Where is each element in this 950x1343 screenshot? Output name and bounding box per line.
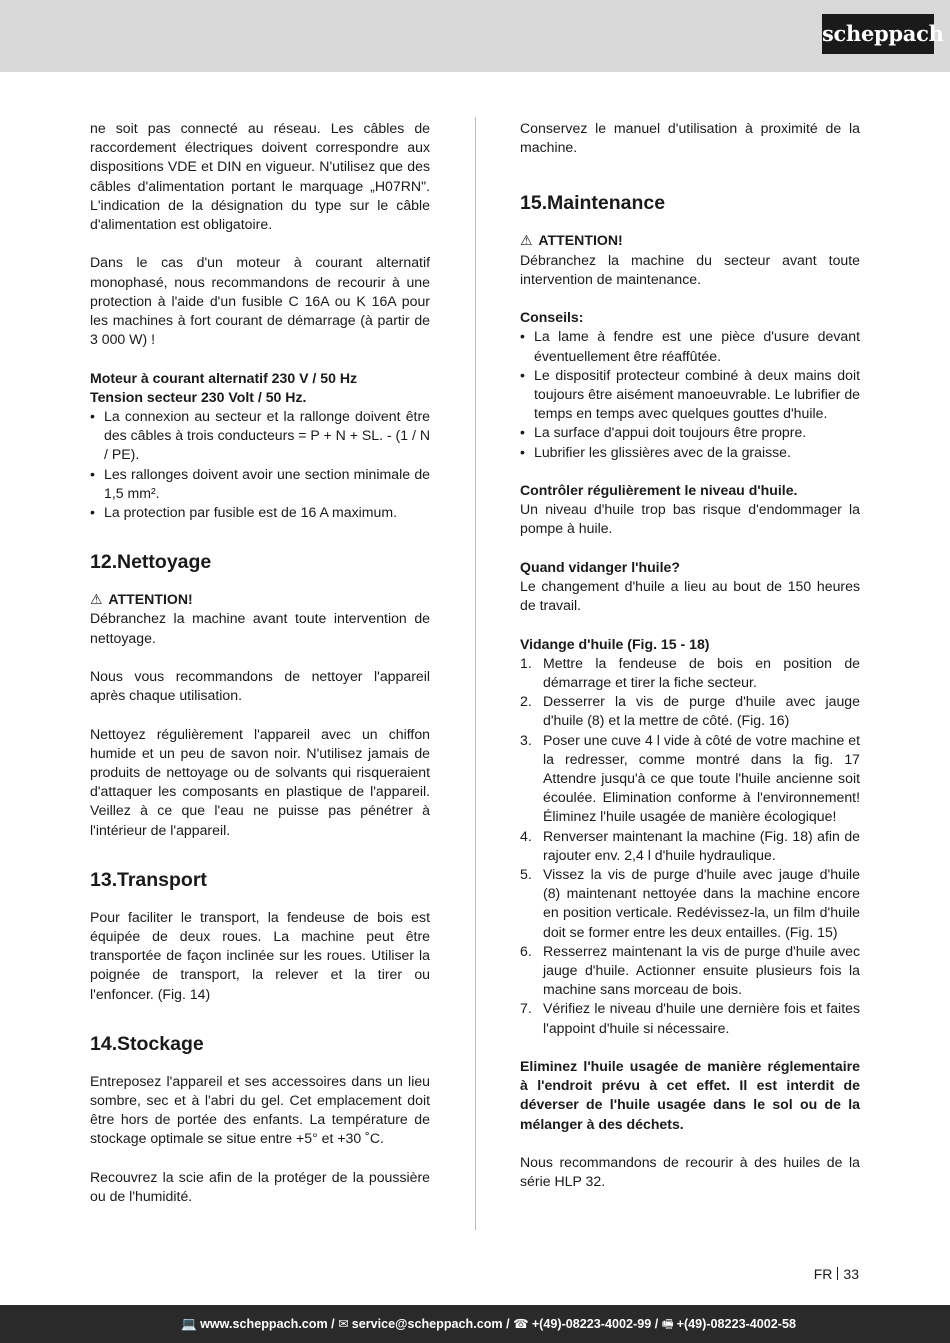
tips-list: [520, 327, 860, 461]
oil-recommendation: Nous recommandons de recourir à des huiles de la série HLP 32.: [520, 1154, 860, 1190]
section-heading-15: [520, 191, 860, 215]
tips-title: Conseils:: [520, 309, 584, 326]
right-column: [520, 119, 860, 1191]
fax-icon: 🖷: [661, 1317, 674, 1331]
phone-icon: ☎: [513, 1317, 529, 1331]
page-separator: [837, 1267, 838, 1280]
email-link[interactable]: service@scheppach.com: [351, 1317, 503, 1331]
page-number: [814, 1265, 859, 1283]
paragraph-manual: Conservez le manuel d'utilisation à proximité de la machine.: [520, 120, 860, 156]
column-divider: [475, 117, 476, 1230]
computer-icon: 💻: [181, 1317, 198, 1331]
list-item: 6. Resserrez maintenant la vis de purge d'huile avec jauge d'huile. Actionner ensuite plusieurs fois la machine sans morceau de bois.: [520, 942, 860, 998]
scheppach-logo: scheppach: [822, 14, 934, 54]
fax-number: +(49)-08223-4002-58: [676, 1317, 796, 1331]
oil-check-text: Un niveau d'huile trop bas risque d'endommager la pompe à huile.: [520, 501, 860, 537]
paragraph-cables: ne soit pas connecté au réseau. Les câbles de raccordement électriques doivent correspondre aux dispositions VDE et DIN en vigueur. N'utilisez que des câbles d'alimentation portant le marquage „H07RN". L'indication de la désignation du type sur le câble d'alimentation est obligatoire.: [90, 120, 430, 233]
list-item: • La lame à fendre est une pièce d'usure devant éventuellement être réaffûtée.: [520, 327, 860, 365]
section-title: Transport: [117, 868, 207, 891]
phone-number: +(49)-08223-4002-99: [531, 1317, 652, 1331]
motor-list: [90, 407, 430, 522]
disposal-notice: Eliminez l'huile usagée de manière réglementaire à l'endroit prévu à cet effet. Il est interdit de déverser de l'huile usagée dans le sol ou de la mélanger à des déchets.: [520, 1058, 860, 1132]
oil-drain-title: Vidange d'huile (Fig. 15 - 18): [520, 635, 710, 652]
list-item: • Les rallonges doivent avoir une section minimale de 1,5 mm².: [90, 465, 430, 503]
paragraph-transport: Pour faciliter le transport, la fendeuse de bois est équipée de deux roues. La machine peut être transportée de façon inclinée sur les roues. Utiliser la poignée de transport, la relever et la tirer ou l'enfoncer. (Fig. 14): [90, 908, 430, 1002]
list-item: 5. Vissez la vis de purge d'huile avec jauge d'huile (8) maintenant nettoyée dans la machine encore en position verticale. Redévissez-la, un film d'huile doit se former entre les deux entailles. (Fig. 15): [520, 866, 860, 940]
header-band: [0, 0, 950, 72]
warning-heading: ⚠ ATTENTION!: [520, 231, 860, 250]
list-item: • La connexion au secteur et la rallonge doivent être des câbles à trois conducteurs = P + N + SL. - (1 / N / PE).: [90, 407, 430, 465]
section-number: 13.: [90, 868, 118, 891]
left-column: [90, 119, 430, 1206]
footer-contact-bar: 💻 www.scheppach.com / ✉ service@scheppach.com / ☎ +(49)-08223-4002-99 / 🖷 +(49)-08223-4002-58: [0, 1305, 950, 1343]
list-item: • Lubrifier les glissières avec de la graisse.: [520, 443, 860, 462]
motor-title-1: Moteur à courant alternatif 230 V / 50 Hz: [90, 369, 358, 386]
oil-check-title: Contrôler régulièrement le niveau d'huile.: [520, 482, 798, 499]
section-title: Nettoyage: [117, 551, 212, 574]
paragraph-storage-1: Entreposez l'appareil et ses accessoires dans un lieu sombre, sec et à l'abri du gel. Cet emplacement doit être hors de portée des enfants. La température de stockage optimale se situe entre +5° et +30 ˚C.: [90, 1072, 430, 1147]
section-number: 12.: [90, 551, 118, 574]
list-item: 3. Poser une cuve 4 l vide à côté de votre machine et la redresser, comme montré dans la fig. 17 Attendre jusqu'à ce que toute l'huile ancienne soit écoulée. Elimination conforme à l'environnement! Éliminez l'huile usagée de manière écologique!: [520, 731, 860, 825]
mail-icon: ✉: [338, 1317, 349, 1331]
page-number-value: 33: [843, 1266, 859, 1282]
warning-icon: ⚠: [520, 232, 533, 249]
section-number: 15.: [520, 192, 548, 215]
website-link[interactable]: www.scheppach.com: [200, 1317, 328, 1331]
oil-drain-steps: [520, 654, 860, 1038]
motor-title-2: Tension secteur 230 Volt / 50 Hz.: [90, 388, 307, 405]
section-title: Stockage: [117, 1032, 204, 1055]
section-heading-14: [90, 1032, 430, 1056]
oil-change-when-text: Le changement d'huile a lieu au bout de 150 heures de travail.: [520, 578, 860, 614]
warning-heading: ⚠ ATTENTION!: [90, 590, 430, 609]
warning-icon: ⚠: [90, 591, 103, 608]
language-code: FR: [813, 1266, 833, 1282]
paragraph-fuse: Dans le cas d'un moteur à courant alternatif monophasé, nous recommandons de recourir à une protection à l'aide d'un fusible C 16A ou K 16A pour les machines à fort courant de démarrage (à partir de 3 000 W) !: [90, 254, 430, 348]
paragraph-clean-2: Nettoyez régulièrement l'appareil avec un chiffon humide et un peu de savon noir. N'utilisez jamais de produits de nettoyage ou de solvants qui risqueraient d'attaquer les composants en plastique de l'appareil. Veillez à ce que l'eau ne puisse pas pénétrer à l'intérieur de l'appareil.: [90, 725, 430, 838]
paragraph-storage-2: Recouvrez la scie afin de la protéger de la poussière ou de l'humidité.: [90, 1168, 430, 1205]
section-number: 14.: [90, 1032, 118, 1055]
section-title: Maintenance: [547, 192, 666, 215]
list-item: 4. Renverser maintenant la machine (Fig. 18) afin de rajouter env. 2,4 l d'huile hydraulique.: [520, 827, 860, 863]
list-item: • La protection par fusible est de 16 A maximum.: [90, 503, 430, 522]
list-item: • La surface d'appui doit toujours être propre.: [520, 423, 860, 442]
list-item: • Le dispositif protecteur combiné à deux mains doit toujours être aisément manoeuvrable. Le lubrifier de temps en temps avec quelques gouttes d'huile.: [520, 366, 860, 424]
list-item: 7. Vérifiez le niveau d'huile une dernière fois et faites l'appoint d'huile si nécessaire.: [520, 1000, 860, 1036]
list-item: 1. Mettre la fendeuse de bois en position de démarrage et tirer la fiche secteur.: [520, 654, 860, 691]
warning-text: Débranchez la machine du secteur avant toute intervention de maintenance.: [520, 251, 860, 287]
section-heading-13: [90, 868, 430, 892]
section-heading-12: [90, 550, 430, 574]
list-item: 2. Desserrer la vis de purge d'huile avec jauge d'huile (8) et la mettre de côté. (Fig. 16): [520, 693, 860, 729]
paragraph-clean-1: Nous vous recommandons de nettoyer l'appareil après chaque utilisation.: [90, 668, 430, 704]
oil-change-when-title: Quand vidanger l'huile?: [520, 558, 680, 575]
warning-text: Débranchez la machine avant toute intervention de nettoyage.: [90, 610, 430, 646]
